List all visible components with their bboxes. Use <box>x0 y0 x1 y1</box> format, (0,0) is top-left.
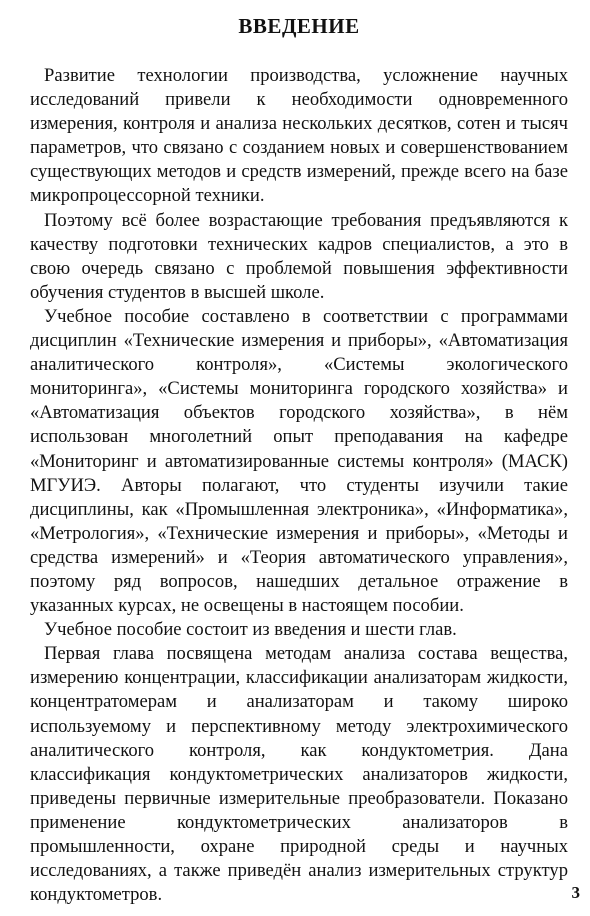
book-page <box>30 0 568 916</box>
paragraph: Учебное пособие составлено в соответствии с программами дисциплин «Технические измерения и приборы», «Автоматизация аналитического контроля», «Системы экологического мониторинга», «Системы мониторинга городского хозяйства» и «Автоматизация объектов городского хозяйства», в нём использован многолетний опыт преподавания на кафедре «Мониторинг и автоматизированные системы контроля» (МАСК) МГУИЭ. Авторы полагают, что студенты изучили такие дисциплины, как «Промышленная электроника», «Информатика», «Метрология», «Технические измерения и приборы», «Методы и средства измерений» и «Теория автоматического управления», поэтому ряд вопросов, нашедших детальное отражение в указанных курсах, не освещены в настоящем пособии. <box>30 305 568 617</box>
page-number: 3 <box>571 883 580 902</box>
body-text <box>30 64 568 907</box>
paragraph: Развитие технологии производства, усложнение научных исследований привели к необходимости одновременного измерения, контроля и анализа нескольких десятков, сотен и тысяч параметров, что связано с созданием новых и совершенствованием существующих методов и средств измерений, прежде всего на базе микропроцессорной техники. <box>30 65 568 207</box>
paragraph: Поэтому всё более возрастающие требования предъявляются к качеству подготовки технических кадров специалистов, а это в свою очередь связано с проблемой повышения эффективности обучения студентов в высшей школе. <box>30 209 568 303</box>
chapter-title: ВВЕДЕНИЕ <box>238 14 360 38</box>
paragraph: Учебное пособие состоит из введения и шести глав. <box>44 619 457 641</box>
paragraph: Первая глава посвящена методам анализа состава вещества, измерению концентрации, классификации анализаторам жидкости, концентратомерам и анализаторам и такому широко используемому и перспективному методу электрохимического аналитического контроля, как кондуктометрия. Дана классификация кондуктометрических анализаторов жидкости, приведены первичные измерительные преобразователи. Показано применение кондуктометрических анализаторов в промышленности, охране природной среды и научных исследованиях, а также приведён анализ измерительных структур кондуктометров. <box>30 643 568 906</box>
